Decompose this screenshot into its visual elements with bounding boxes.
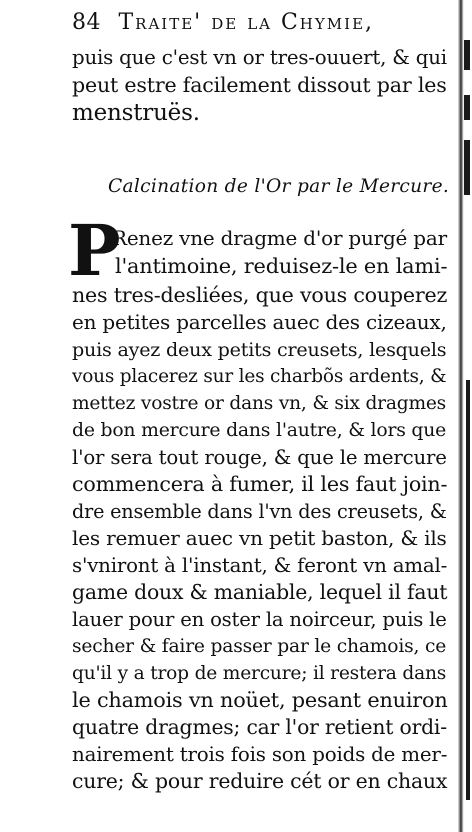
edge-mark [464,40,470,70]
text-line: lauer pour en oster la noirceur, puis le [72,608,447,631]
text-line: mettez vostre or dans vn, & six dragmes [72,393,447,414]
running-header [72,10,374,35]
text-line: les remuer auec vn petit baston, & ils [72,526,447,550]
text-line: vous placerez sur les charbõs ardents, & [72,366,447,387]
drop-cap: P [68,209,121,292]
text-line: dre ensemble dans l'vn des creusets, & [72,500,447,523]
text-line: de bon mercure dans l'autre, & lors que [72,420,447,441]
text-line: game doux & maniable, lequel il faut [72,580,448,604]
facing-page-edge [450,0,472,832]
running-title: Traite' de la Chymie, [118,10,375,35]
page-number: 84 [72,10,101,35]
text-line: l'or sera tout rouge, & que le mercure [72,446,447,469]
edge-mark [466,380,470,800]
text-line: en petites parcelles auec des cizeaux, [72,310,447,334]
text-line: Renez vne dragme d'or purgé par [112,226,447,250]
text-line: qu'il y a trop de mercure; il restera dans [72,663,447,684]
text-line: puis que c'est vn or tres-ouuert, & qui [72,46,447,69]
text-line: nairement trois fois son poids de mer- [72,743,448,766]
text-line: nes tres-desliées, que vous couperez [72,283,448,307]
edge-mark [464,140,470,195]
text-line: commencera à fumer, il les faut join- [72,472,448,496]
text-line: l'antimoine, reduisez-le en lami- [115,254,448,278]
text-line: cure; & pour reduire cét or en chaux [72,769,448,793]
text-line: puis ayez deux petits creusets, lesquels [72,338,447,361]
section-heading: Calcination de l'Or par le Mercure. [108,176,450,197]
text-line: secher & faire passer par le chamois, ce [72,636,447,657]
text-line: quatre dragmes; car l'or retient ordi- [72,715,447,739]
text-line: peut estre facilement dissout par les [72,73,447,97]
edge-mark [464,95,470,120]
text-line: le chamois vn noüet, pesant enuiron [72,688,448,712]
text-line: s'vniront à l'instant, & feront vn amal- [72,554,448,577]
text-line: menstruës. [72,100,200,126]
